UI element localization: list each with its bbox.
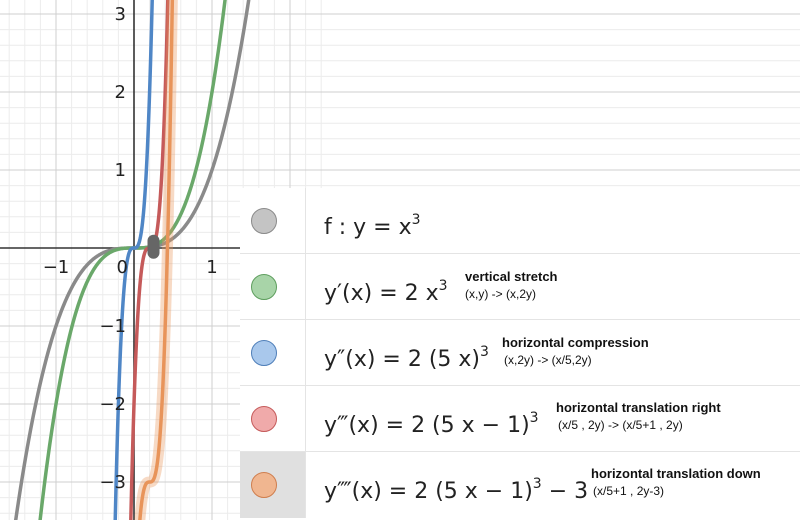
note-sub: (x/5+1 , 2y-3) (593, 484, 665, 498)
y-tick-label: 2 (114, 82, 126, 103)
expression-formula[interactable]: f : $y = x^3$ (324, 212, 421, 240)
x-tick-label: −1 (42, 257, 70, 278)
expression-row-y4[interactable] (240, 452, 800, 518)
expression-list (240, 188, 800, 520)
expression-handle[interactable] (240, 188, 306, 254)
x-tick-label: 0 (116, 257, 128, 278)
expression-row-y1[interactable] (240, 254, 800, 320)
note-sub: (x,y) -> (x,2y) (465, 287, 536, 301)
expression-handle[interactable] (240, 320, 306, 386)
y-tick-label: −1 (99, 316, 126, 337)
x-tick-label: 1 (206, 257, 218, 278)
expression-row-y2[interactable] (240, 320, 800, 386)
color-swatch-icon[interactable] (251, 340, 277, 366)
expression-row-y3[interactable] (240, 386, 800, 452)
y-tick-label: 1 (114, 160, 126, 181)
expression-row-f[interactable] (240, 188, 800, 254)
expression-handle[interactable] (240, 254, 306, 320)
color-swatch-icon[interactable] (251, 472, 277, 498)
y-tick-label: −3 (99, 472, 126, 493)
note-title: vertical stretch (465, 269, 558, 284)
color-swatch-icon[interactable] (251, 208, 277, 234)
expression-formula[interactable]: y″(x) = 2 (5 x)$^3$ (324, 344, 489, 372)
y-tick-label: 3 (114, 4, 126, 25)
y-tick-label: −2 (99, 394, 126, 415)
expression-formula[interactable]: y⁗(x) = 2 (5 x − 1)$^3$ − 3 (324, 476, 589, 504)
note-title: horizontal translation down (591, 466, 761, 481)
note-sub: (x/5 , 2y) -> (x/5+1 , 2y) (558, 418, 683, 432)
color-swatch-icon[interactable] (251, 406, 277, 432)
expression-handle[interactable] (240, 386, 306, 452)
drag-point-marker (148, 235, 160, 259)
note-title: horizontal compression (502, 335, 649, 350)
color-swatch-icon[interactable] (251, 274, 277, 300)
expression-formula[interactable]: y′(x) = 2 $x^3$ (324, 278, 448, 306)
expression-formula[interactable]: y‴(x) = 2 (5 x − 1)$^3$ (324, 410, 539, 438)
note-title: horizontal translation right (556, 400, 721, 415)
note-sub: (x,2y) -> (x/5,2y) (504, 353, 592, 367)
expression-handle[interactable] (240, 452, 306, 518)
